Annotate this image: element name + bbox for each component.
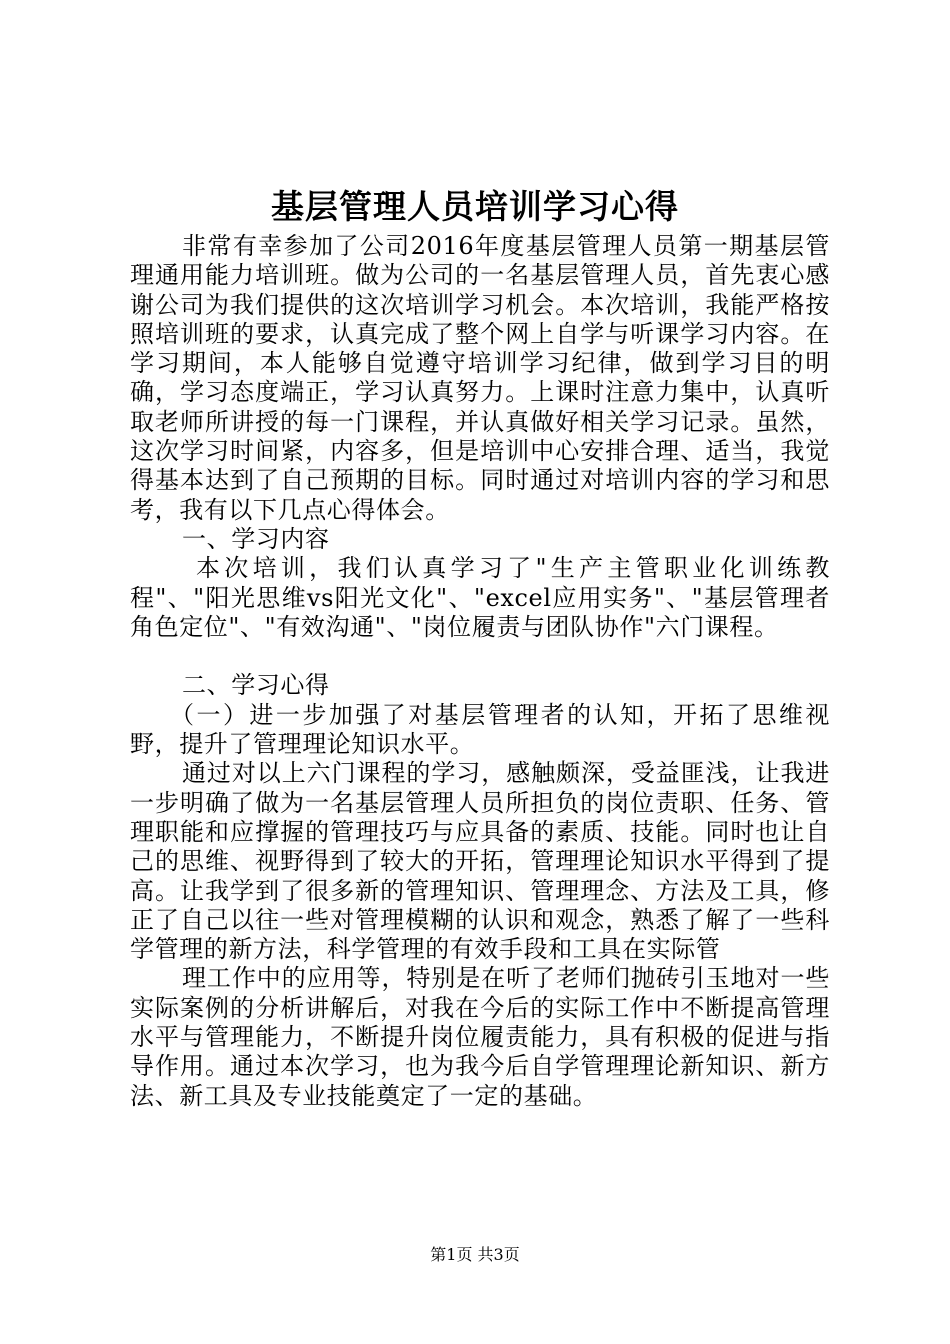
page-footer: 第1页 共3页: [430, 1245, 520, 1264]
insight-paragraph: 通过对以上六门课程的学习，感触颇深，受益匪浅，让我进一步明确了做为一名基层管理人员所担负的岗位责职、任务、管理职能和应撑握的管理技巧与应具备的素质、技能。同时也让自己的思维、视野得到了较大的开拓，管理理论知识水平得到了提高。让我学到了很多新的管理知识、管理理念、方法及工具，修正了自己以往一些对管理模糊的认识和观念，熟悉了解了一些科学管理的新方法，科学管理的有效手段和工具在实际管: [130, 759, 830, 964]
intro-paragraph: 非常有幸参加了公司2016年度基层管理人员第一期基层管理通用能力培训班。做为公司的一名基层管理人员，首先衷心感谢公司为我们提供的这次培训学习机会。本次培训，我能严格按照培训班的要求，认真完成了整个网上自学与听课学习内容。在学习期间，本人能够自觉遵守培训学习纪律，做到学习目的明确，学习态度端正，学习认真努力。上课时注意力集中，认真听取老师所讲授的每一门课程，并认真做好相关学习记录。虽然，这次学习时间紧，内容多，但是培训中心安排合理、适当，我觉得基本达到了自己预期的目标。同时通过对培训内容的学习和思考，我有以下几点心得体会。: [130, 232, 830, 524]
section-heading-insights: 二、学习心得: [182, 671, 330, 700]
document-title: 基层管理人员培训学习心得: [271, 187, 679, 226]
section-heading-content: 一、学习内容: [182, 524, 330, 553]
courses-paragraph: 本次培训，我们认真学习了"生产主管职业化训练教程"、"阳光思维vs阳光文化"、"excel应用实务"、"基层管理者角色定位"、"有效沟通"、"岗位履责与团队协作"六门课程。: [130, 554, 830, 641]
continuation-paragraph: 理工作中的应用等，特别是在听了老师们抛砖引玉地对一些实际案例的分析讲解后，对我在今后的实际工作中不断提高管理水平与管理能力，不断提升岗位履责能力，具有积极的促进与指导作用。通过本次学习，也为我今后自学管理理论新知识、新方法、新工具及专业技能奠定了一定的基础。: [130, 964, 830, 1110]
document-body: [130, 232, 830, 1111]
subheading-one: （一）进一步加强了对基层管理者的认知，开拓了思维视野，提升了管理理论知识水平。: [130, 700, 830, 759]
